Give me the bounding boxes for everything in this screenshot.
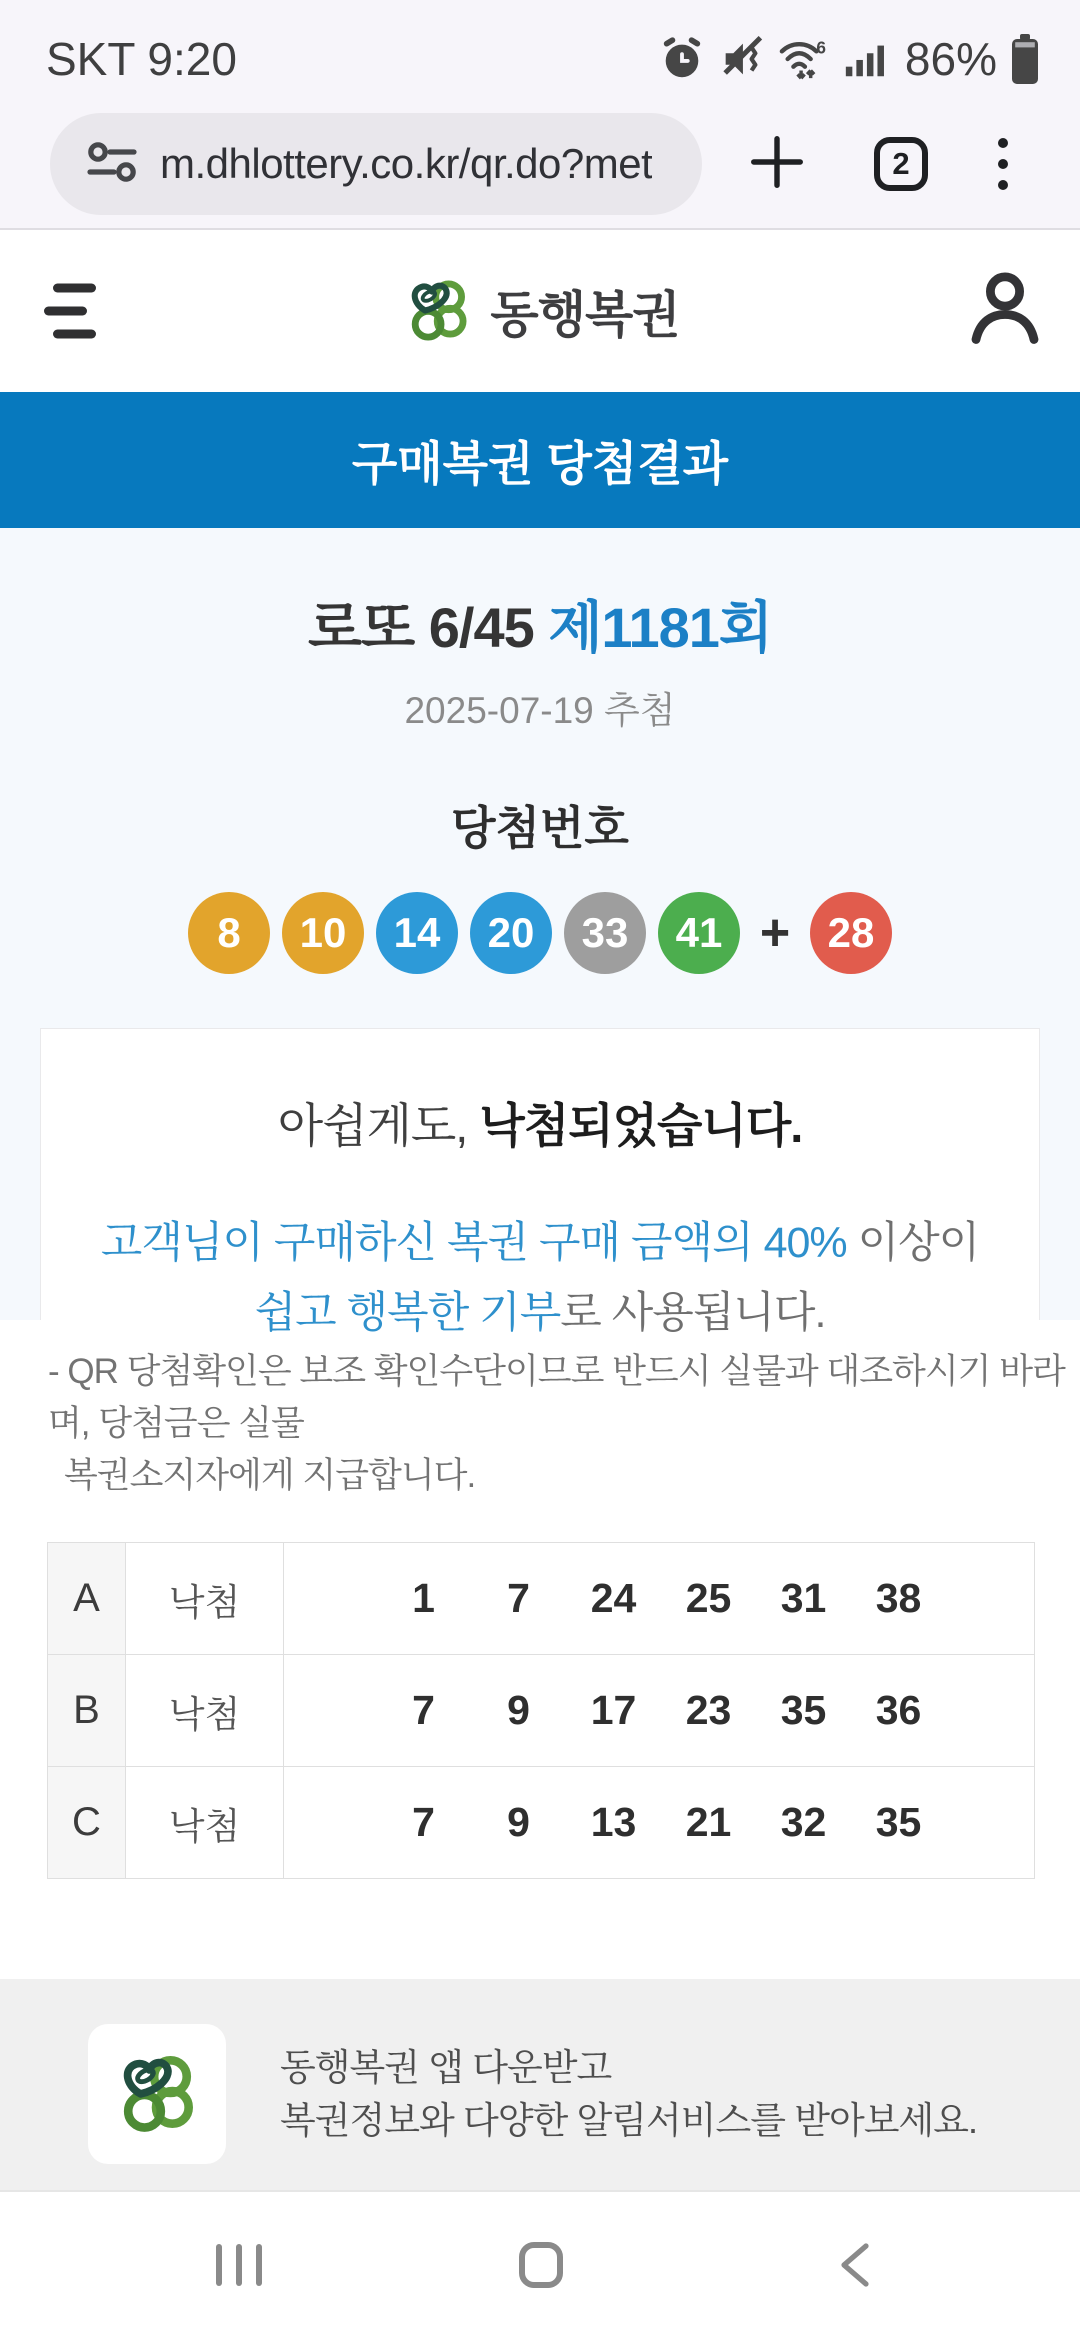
ticket-row — [48, 1655, 1035, 1767]
winning-numbers-label: 당첨번호 — [451, 802, 629, 854]
site-header — [0, 230, 1080, 392]
ticket-game-label: A — [48, 1543, 126, 1655]
battery-icon — [1010, 33, 1040, 85]
ticket-number: 24 — [590, 1575, 637, 1621]
carrier-time-label: SKT 9:20 — [46, 33, 237, 85]
ticket-status: 낙첨 — [126, 1767, 284, 1879]
status-icons — [659, 32, 1040, 86]
app-promo-banner[interactable] — [0, 1979, 1080, 2209]
ticket-row — [48, 1543, 1035, 1655]
ticket-numbers — [284, 1767, 1035, 1879]
ticket-row — [48, 1767, 1035, 1879]
app-promo-text — [280, 2041, 977, 2147]
account-button[interactable] — [970, 270, 1040, 353]
dhlottery-app-icon — [109, 2044, 205, 2145]
ticket-number: 9 — [507, 1799, 530, 1845]
svg-text:6: 6 — [816, 37, 826, 58]
brand-name: 동행복권 — [490, 287, 680, 343]
result-message-prefix: 아쉽게도, — [277, 1099, 480, 1152]
tab-switcher-button[interactable]: 2 — [874, 137, 928, 191]
winning-ball: 41 — [658, 892, 740, 974]
back-button[interactable] — [838, 2242, 872, 2293]
winning-ball: 33 — [564, 892, 646, 974]
ticket-number: 35 — [780, 1687, 827, 1733]
result-message-emphasis: 낙첨되었습니다. — [479, 1099, 803, 1152]
ticket-number: 32 — [780, 1799, 827, 1845]
browser-menu-button[interactable] — [994, 134, 1012, 194]
bonus-ball: 28 — [810, 892, 892, 974]
winning-ball: 8 — [188, 892, 270, 974]
donation-line2-highlight: 쉽고 행복한 기부 — [254, 1289, 561, 1337]
ticket-numbers — [284, 1655, 1035, 1767]
winning-numbers-row — [0, 892, 1080, 974]
browser-actions — [746, 131, 1012, 198]
ticket-game-label: B — [48, 1655, 126, 1767]
signal-icon — [842, 36, 888, 82]
winning-ball: 10 — [282, 892, 364, 974]
ticket-number: 7 — [412, 1687, 435, 1733]
brand-logo[interactable] — [400, 271, 679, 352]
page-title: 구매복권 당첨결과 — [351, 436, 729, 490]
menu-button[interactable] — [44, 284, 96, 339]
new-tab-button[interactable] — [746, 131, 808, 198]
site-settings-icon[interactable] — [86, 140, 138, 189]
app-icon-tile — [88, 2024, 226, 2164]
url-field[interactable] — [50, 113, 702, 215]
ticket-game-label: C — [48, 1767, 126, 1879]
donation-line2-rest: 로 사용됩니다. — [560, 1289, 826, 1337]
alarm-icon — [659, 36, 705, 82]
winning-ball: 20 — [470, 892, 552, 974]
ticket-status: 낙첨 — [126, 1655, 284, 1767]
draw-title — [0, 528, 1080, 664]
ticket-section — [0, 1320, 1080, 2209]
ticket-number: 25 — [685, 1575, 732, 1621]
draw-round: 제1181회 — [548, 596, 772, 659]
ticket-number: 9 — [507, 1687, 530, 1733]
ticket-number: 17 — [590, 1687, 637, 1733]
qr-notice — [0, 1346, 1080, 1502]
ticket-number: 35 — [875, 1799, 922, 1845]
ticket-number: 36 — [875, 1687, 922, 1733]
game-title: 로또 6/45 — [308, 596, 534, 659]
result-message — [41, 1029, 1039, 1156]
browser-toolbar — [0, 100, 1080, 230]
app-promo-line1: 동행복권 앱 다운받고 — [280, 2047, 612, 2088]
wifi6-icon — [777, 36, 829, 82]
url-text: m.dhlottery.co.kr/qr.do?met — [160, 140, 653, 187]
ticket-number: 38 — [875, 1575, 922, 1621]
android-nav-bar — [0, 2190, 1080, 2340]
result-message-card — [40, 1028, 1040, 1358]
result-section — [0, 528, 1080, 1337]
page-title-banner — [0, 392, 1080, 528]
recents-button[interactable] — [216, 2244, 262, 2286]
ticket-number: 13 — [590, 1799, 637, 1845]
donation-line1-highlight: 고객님이 구매하신 복권 구매 금액의 40% — [100, 1219, 847, 1267]
ticket-number: 7 — [507, 1575, 530, 1621]
qr-notice-line: 복권소지자에게 지급합니다. — [64, 1456, 476, 1495]
mute-vibrate-icon — [718, 36, 764, 82]
draw-date: 2025-07-19 추첨 — [404, 690, 676, 731]
ticket-number: 23 — [685, 1687, 732, 1733]
qr-notice-line: - QR 당첨확인은 보조 확인수단이므로 반드시 실물과 대조하시기 바라며, 당첨금은 실물 — [48, 1352, 1065, 1443]
app-promo-line2: 복권정보와 다양한 알림서비스를 받아보세요. — [280, 2100, 978, 2141]
bonus-plus-sign: + — [759, 904, 791, 962]
ticket-number: 7 — [412, 1799, 435, 1845]
ticket-numbers — [284, 1543, 1035, 1655]
ticket-number: 31 — [780, 1575, 827, 1621]
ticket-number: 1 — [412, 1575, 435, 1621]
ticket-numbers-table — [47, 1542, 1035, 1879]
donation-line1-rest: 이상이 — [846, 1219, 980, 1267]
status-bar — [0, 0, 1080, 100]
dhlottery-clover-icon — [400, 271, 476, 352]
winning-ball: 14 — [376, 892, 458, 974]
ticket-number: 21 — [685, 1799, 732, 1845]
battery-percent-label: 86% — [904, 33, 997, 85]
home-button[interactable] — [519, 2242, 563, 2288]
ticket-status: 낙첨 — [126, 1543, 284, 1655]
